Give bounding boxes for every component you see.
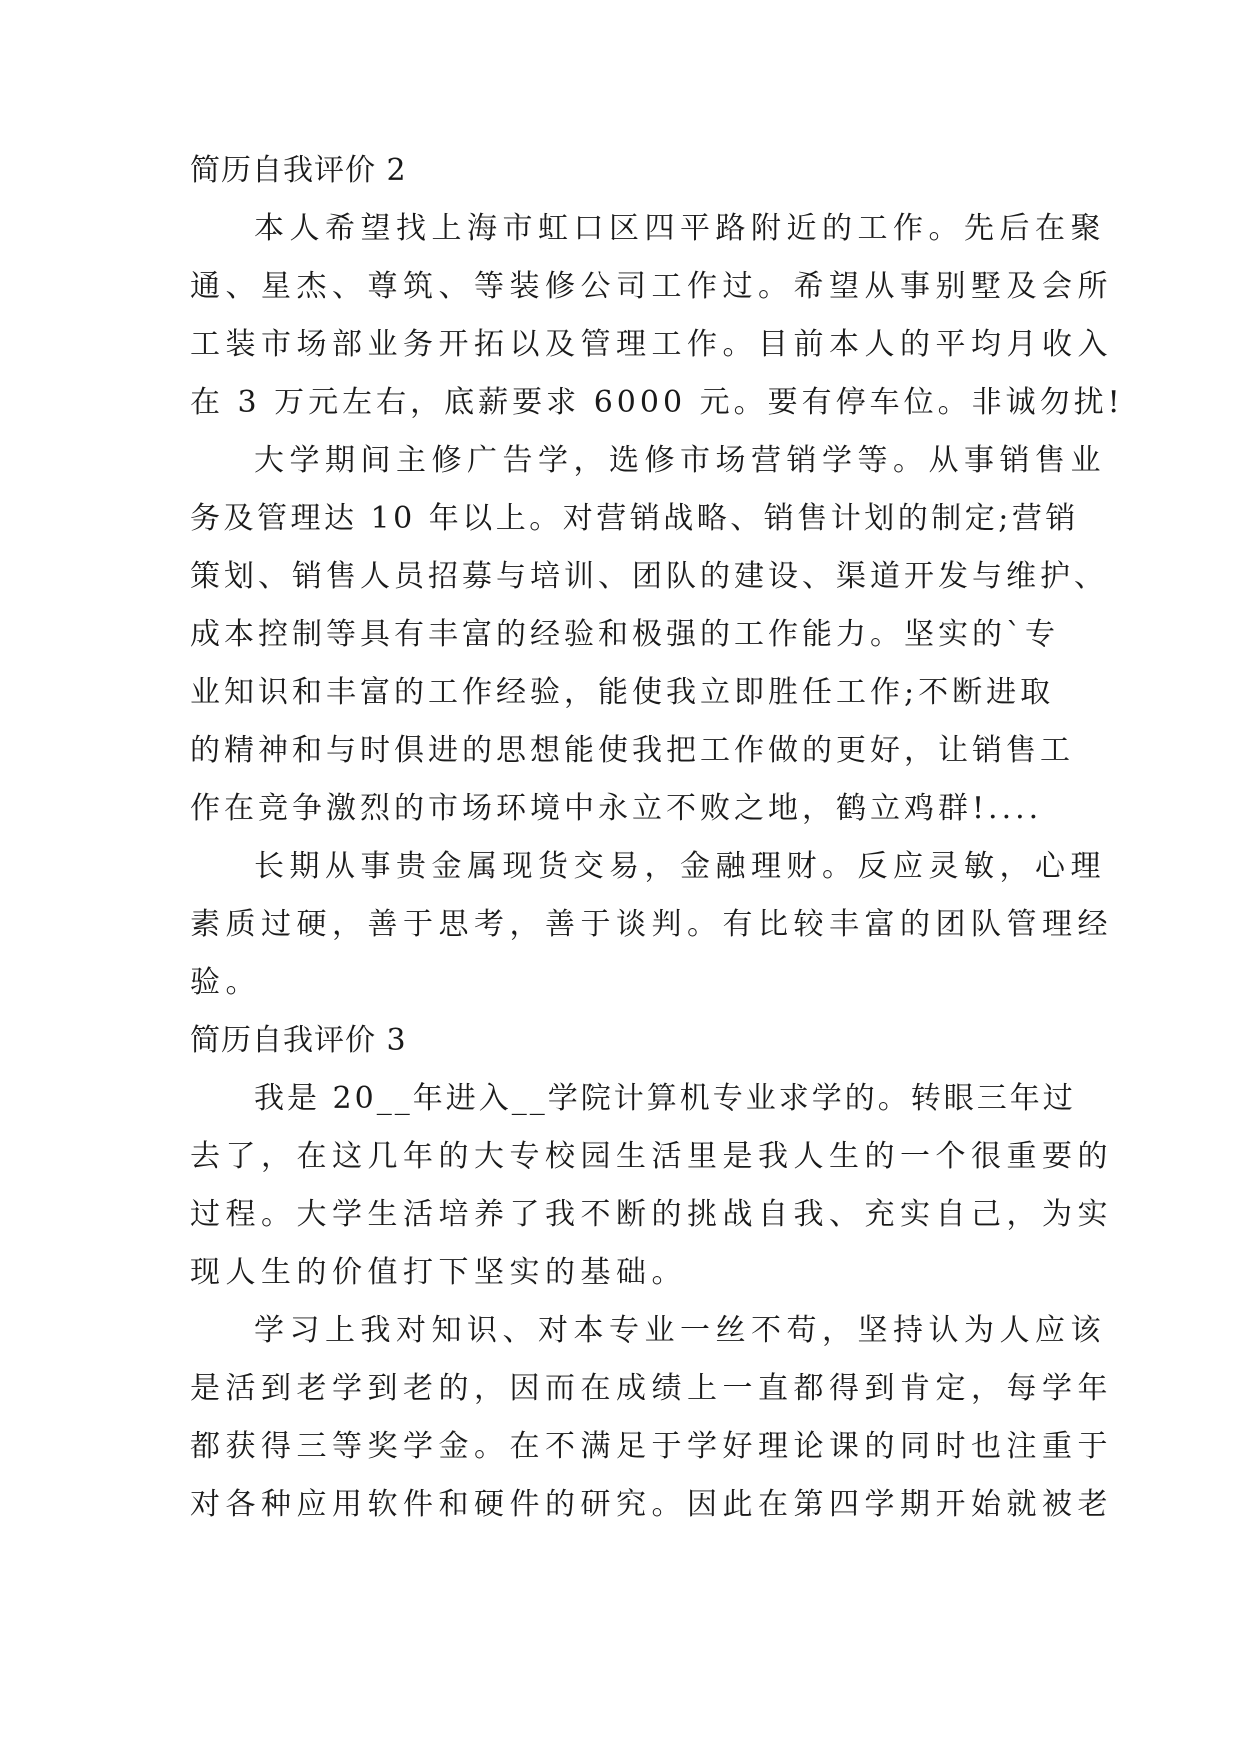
paragraph <box>190 1302 1113 1534</box>
text-line: 务及管理达 10 年以上。对营销战略、销售计划的制定;营销 <box>190 501 1079 536</box>
paragraph <box>190 838 1113 1012</box>
text-line: 是活到老学到老的，因而在成绩上一直都得到肯定，每学年 <box>190 1371 1113 1406</box>
text-line: 学习上我对知识、对本专业一丝不苟，坚持认为人应该 <box>254 1313 1106 1348</box>
text-line: 过程。大学生活培养了我不断的挑战自我、充实自己，为实 <box>190 1197 1113 1232</box>
text-line: 通、星杰、尊筑、等装修公司工作过。希望从事别墅及会所 <box>190 269 1113 304</box>
text-line: 策划、销售人员招募与培训、团队的建设、渠道开发与维护、 <box>190 559 1108 594</box>
text-line: 去了，在这几年的大专校园生活里是我人生的一个很重要的 <box>190 1139 1113 1174</box>
document-body <box>190 142 1124 1534</box>
text-line: 我是 20__年进入__学院计算机专业求学的。转眼三年过 <box>254 1081 1076 1116</box>
text-line: 验。 <box>190 965 261 1000</box>
paragraph <box>190 432 1108 838</box>
text-line: 在 3 万元左右，底薪要求 6000 元。要有停车位。非诚勿扰! <box>190 385 1124 420</box>
section-heading: 简历自我评价 3 <box>190 1023 407 1058</box>
paragraph <box>190 1070 1113 1302</box>
text-line: 素质过硬，善于思考，善于谈判。有比较丰富的团队管理经 <box>190 907 1113 942</box>
text-line: 本人希望找上海市虹口区四平路附近的工作。先后在聚 <box>254 211 1106 246</box>
paragraph <box>190 200 1124 432</box>
text-line: 成本控制等具有丰富的经验和极强的工作能力。坚实的`专 <box>190 617 1059 652</box>
text-line: 都获得三等奖学金。在不满足于学好理论课的同时也注重于 <box>190 1429 1113 1464</box>
section-heading: 简历自我评价 2 <box>190 153 407 188</box>
text-line: 现人生的价值打下坚实的基础。 <box>190 1255 687 1290</box>
text-line: 长期从事贵金属现货交易，金融理财。反应灵敏，心理 <box>254 849 1106 884</box>
text-line: 作在竞争激烈的市场环境中永立不败之地，鹤立鸡群!.... <box>190 791 1043 826</box>
text-line: 的精神和与时俱进的思想能使我把工作做的更好，让销售工 <box>190 733 1074 768</box>
text-line: 业知识和丰富的工作经验，能使我立即胜任工作;不断进取 <box>190 675 1055 710</box>
text-line: 工装市场部业务开拓以及管理工作。目前本人的平均月收入 <box>190 327 1113 362</box>
text-line: 对各种应用软件和硬件的研究。因此在第四学期开始就被老 <box>190 1487 1113 1522</box>
text-line: 大学期间主修广告学，选修市场营销学等。从事销售业 <box>254 443 1106 478</box>
